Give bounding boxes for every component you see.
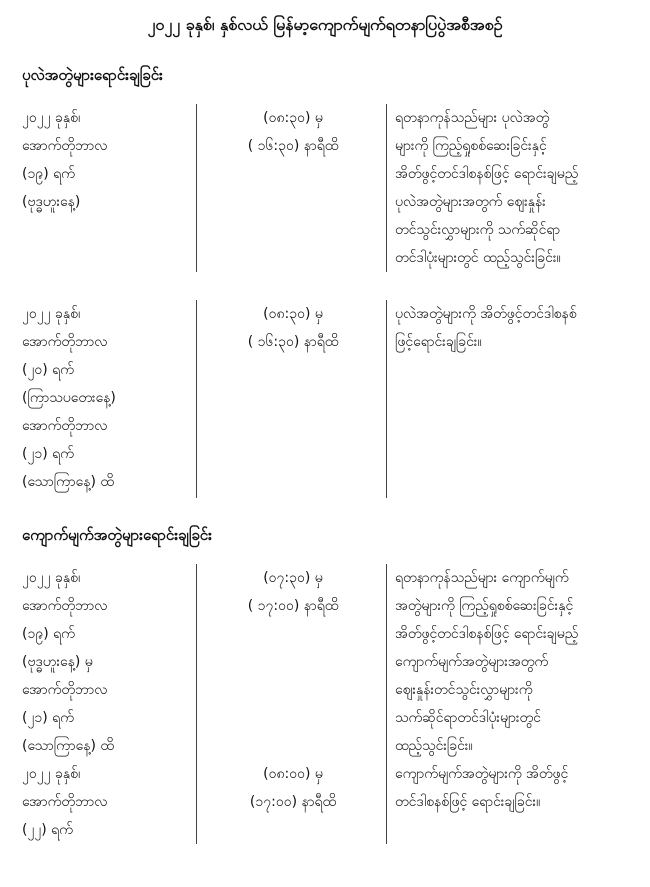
- schedule-description: ကျောက်မျက်အတွဲများအတွက်: [395, 654, 549, 670]
- schedule-description: ဖြင့်ရောင်းချခြင်း။: [395, 334, 482, 350]
- schedule-date: ၂၀၂၂ ခုနှစ်၊: [22, 110, 81, 126]
- schedule-date: အောက်တိုဘာလ: [22, 598, 108, 614]
- schedule-description: ရတနာကုန်သည်များ ကျောက်မျက်: [395, 570, 569, 586]
- schedule-time: (၀၇:၃၀) မှ: [263, 570, 323, 586]
- schedule-time: ( ၁၆:၃၀) နာရီထိ: [247, 138, 339, 154]
- section-heading-pearl: ပုလဲအတွဲများရောင်းချခြင်း: [22, 66, 163, 84]
- schedule-time: (၁၇:၀၀) နာရီထိ: [249, 794, 337, 810]
- schedule-description: တင်သွင်းလွှာများကို သက်ဆိုင်ရာ: [395, 222, 561, 238]
- schedule-description: ရတနာကုန်သည်များ ပုလဲအတွဲ: [395, 110, 550, 126]
- schedule-date: (၁၉) ရက်: [22, 166, 75, 182]
- schedule-date: (ဗုဒ္ဓဟူးနေ့): [22, 194, 81, 210]
- schedule-date: အောက်တိုဘာလ: [22, 794, 108, 810]
- column-divider: [386, 104, 387, 272]
- schedule-time: (၀၈:၃၀) မှ: [263, 110, 323, 126]
- schedule-description: အိတ်ဖွင့်တင်ဒါစနစ်ဖြင့် ရောင်းချမည့်: [395, 626, 579, 642]
- schedule-date: ၂၀၂၂ ခုနှစ်၊: [22, 766, 81, 782]
- column-divider: [386, 300, 387, 498]
- document-title: ၂၀၂၂ ခုနှစ်၊ နှစ်လယ် မြန်မာ့ကျောက်မျက်ရတနာပြပွဲအစီအစဉ်: [147, 15, 503, 34]
- schedule-time: (၀၈:၃၀) မှ: [263, 306, 323, 322]
- schedule-date: (ဗုဒ္ဓဟူးနေ့) မှ: [22, 654, 93, 670]
- column-divider: [196, 300, 197, 498]
- schedule-description: တင်ဒါပုံးများတွင် ထည့်သွင်းခြင်း။: [395, 250, 561, 266]
- section-heading-gems: ကျောက်မျက်အတွဲများရောင်းချခြင်း: [22, 526, 212, 544]
- schedule-date: (သောကြာနေ့) ထိ: [22, 474, 114, 490]
- schedule-date: (ကြာသပတေးနေ့): [22, 390, 116, 406]
- schedule-time: ( ၁၆:၃၀) နာရီထိ: [247, 334, 339, 350]
- schedule-date: အောက်တိုဘာလ: [22, 138, 108, 154]
- schedule-description: ပုလဲအတွဲများအတွက် ဈေးနှုန်း: [395, 194, 546, 210]
- schedule-description: အတွဲများကို ကြည့်ရှုစစ်ဆေးခြင်းနှင့်: [395, 598, 574, 614]
- column-divider: [196, 104, 197, 272]
- schedule-date: (သောကြာနေ့) ထိ: [22, 738, 114, 754]
- schedule-description: များကို ကြည့်ရှုစစ်ဆေးခြင်းနှင့်: [395, 138, 547, 154]
- schedule-date: ၂၀၂၂ ခုနှစ်၊: [22, 306, 81, 322]
- column-divider: [196, 564, 197, 844]
- schedule-time: (၀၈:၀၀) မှ: [263, 766, 323, 782]
- schedule-description: ပုလဲအတွဲများကို အိတ်ဖွင့်တင်ဒါစနစ်: [395, 306, 577, 322]
- schedule-description: တင်ဒါစနစ်ဖြင့် ရောင်းချခြင်း။: [395, 794, 541, 810]
- schedule-description: သက်ဆိုင်ရာတင်ဒါပုံးများတွင်: [395, 710, 541, 726]
- schedule-description: ကျောက်မျက်အတွဲများကို အိတ်ဖွင့်: [395, 766, 569, 782]
- schedule-date: အောက်တိုဘာလ: [22, 682, 108, 698]
- schedule-description: အိတ်ဖွင့်တင်ဒါစနစ်ဖြင့် ရောင်းချမည့်: [395, 166, 579, 182]
- schedule-date: (၂၂) ရက်: [22, 822, 73, 838]
- schedule-date: အောက်တိုဘာလ: [22, 418, 108, 434]
- column-divider: [386, 564, 387, 844]
- schedule-date: (၂၁) ရက်: [22, 710, 74, 726]
- schedule-description: ဈေးနှုန်းတင်သွင်းလွှာများကို: [395, 682, 533, 698]
- schedule-date: အောက်တိုဘာလ: [22, 334, 108, 350]
- schedule-date: (၂၁) ရက်: [22, 446, 74, 462]
- schedule-date: (၁၉) ရက်: [22, 626, 75, 642]
- schedule-time: ( ၁၇:၀၀) နာရီထိ: [247, 598, 339, 614]
- schedule-date: (၂၀) ရက်: [22, 362, 74, 378]
- schedule-date: ၂၀၂၂ ခုနှစ်၊: [22, 570, 81, 586]
- schedule-description: ထည့်သွင်းခြင်း။: [395, 738, 473, 754]
